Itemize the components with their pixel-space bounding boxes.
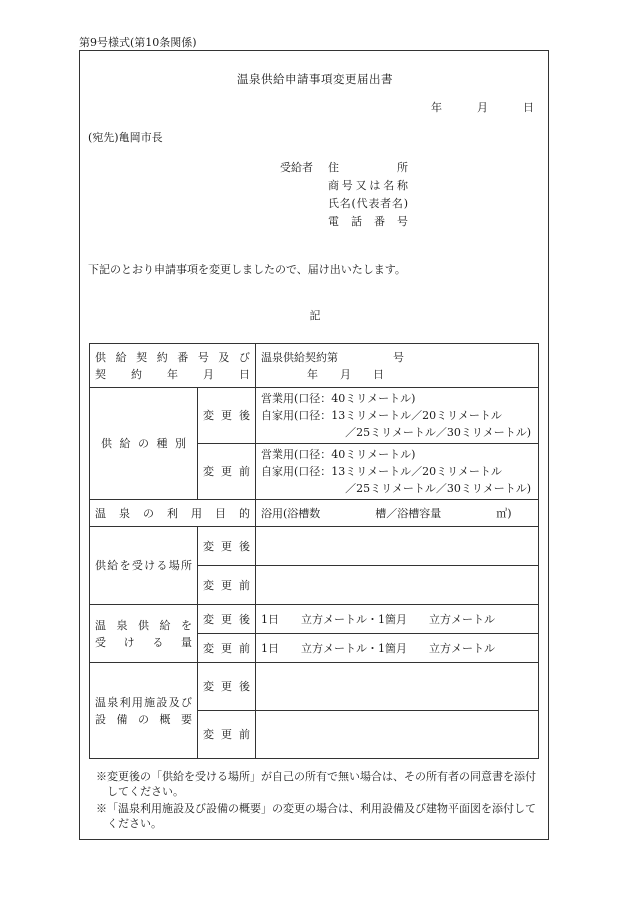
table-row bbox=[90, 388, 539, 444]
table-row bbox=[90, 500, 539, 527]
after-label-cell bbox=[198, 527, 256, 566]
place-label-cell bbox=[90, 527, 198, 605]
contract-label-line-1: 供給契約番号及び bbox=[95, 350, 250, 364]
facility-label-cell bbox=[90, 663, 198, 759]
notice-text: 下記のとおり申請事項を変更しましたので、届け出いたします。 bbox=[88, 263, 406, 276]
before-label: 変更前 bbox=[203, 641, 250, 655]
place-before-value bbox=[256, 566, 539, 605]
supply-type-label-cell bbox=[90, 388, 198, 500]
business-use-option: 営業用(口径：40ミリメートル) bbox=[261, 448, 416, 461]
contract-number-value: 温泉供給契約第 号 bbox=[261, 350, 404, 364]
supply-type-before-cell bbox=[256, 444, 539, 500]
submission-date bbox=[431, 99, 534, 115]
facility-after-value bbox=[256, 663, 539, 711]
home-use-option-1: 自家用(口径：13ミリメートル／20ミリメートル bbox=[261, 465, 502, 478]
after-label: 変更後 bbox=[203, 612, 250, 626]
before-label-cell bbox=[198, 711, 256, 759]
form-frame bbox=[79, 50, 549, 840]
contract-label-cell bbox=[90, 344, 256, 388]
facility-label-line-2: 設備の概要 bbox=[95, 712, 192, 726]
business-use-option: 営業用(口径：40ミリメートル) bbox=[261, 392, 416, 405]
before-label: 変更前 bbox=[203, 728, 250, 741]
place-after-value bbox=[256, 527, 539, 566]
home-use-option-2: ／25ミリメートル／30ミリメートル) bbox=[345, 426, 531, 439]
amount-after-value bbox=[256, 605, 539, 634]
after-label: 変更後 bbox=[203, 680, 250, 693]
facility-before-value bbox=[256, 711, 539, 759]
before-label: 変更前 bbox=[203, 465, 250, 478]
change-details-table bbox=[89, 343, 539, 759]
amount-label-line-1: 温泉供給を bbox=[95, 618, 192, 632]
document-title: 温泉供給申請事項変更届出書 bbox=[237, 72, 393, 86]
table-row bbox=[90, 527, 539, 566]
applicant-phone-label: 電 話 番 号 bbox=[328, 215, 408, 228]
contract-label-line-2: 契 約 年 月 日 bbox=[95, 367, 250, 381]
table-row bbox=[90, 663, 539, 711]
after-label-cell bbox=[198, 663, 256, 711]
purpose-label: 温泉の利用目的 bbox=[95, 506, 250, 520]
date-day: 日 bbox=[523, 101, 534, 114]
table-row bbox=[90, 605, 539, 634]
addressee: (宛先)亀岡市長 bbox=[88, 131, 163, 144]
purpose-value: 浴用(浴槽数 槽／浴槽容量 ㎥) bbox=[261, 506, 512, 520]
after-label: 変更後 bbox=[203, 409, 250, 422]
home-use-option-2: ／25ミリメートル／30ミリメートル) bbox=[345, 482, 531, 495]
amount-label-line-2: 受ける量 bbox=[95, 635, 192, 649]
contract-value-cell bbox=[256, 344, 539, 388]
facility-label-line-1: 温泉利用施設及び bbox=[95, 695, 192, 709]
note-floor-plan: ※「温泉利用施設及び設備の概要」の変更の場合は、利用設備及び建物平面図を添付してください。 bbox=[96, 802, 536, 830]
applicant-name-label: 氏名(代表者名) bbox=[328, 197, 408, 210]
date-year: 年 bbox=[431, 101, 442, 114]
after-label-cell bbox=[198, 388, 256, 444]
form-number-label: 第9号様式(第10条関係) bbox=[79, 36, 197, 49]
applicant-trade-name-label: 商号又は名称 bbox=[328, 179, 408, 192]
amount-value: 1日 立方メートル・1箇月 立方メートル bbox=[261, 641, 495, 655]
before-label-cell bbox=[198, 566, 256, 605]
applicant-address-label: 住 所 bbox=[328, 161, 408, 174]
purpose-value-cell bbox=[256, 500, 539, 527]
after-label-cell bbox=[198, 605, 256, 634]
before-label: 変更前 bbox=[203, 578, 250, 592]
supply-type-label: 供給の種別 bbox=[101, 437, 186, 450]
supply-type-after-cell bbox=[256, 388, 539, 444]
amount-before-value bbox=[256, 634, 539, 663]
home-use-option-1: 自家用(口径：13ミリメートル／20ミリメートル bbox=[261, 409, 502, 422]
amount-label-cell bbox=[90, 605, 198, 663]
place-label: 供給を受ける場所 bbox=[95, 559, 192, 572]
purpose-label-cell bbox=[90, 500, 256, 527]
date-month: 月 bbox=[477, 101, 488, 114]
contract-date-value: 年 月 日 bbox=[307, 367, 384, 381]
amount-value: 1日 立方メートル・1箇月 立方メートル bbox=[261, 612, 495, 626]
applicant-label: 受給者 bbox=[280, 161, 313, 174]
note-consent: ※変更後の「供給を受ける場所」が自己の所有で無い場合は、その所有者の同意書を添付してください。 bbox=[96, 770, 536, 798]
notes-section bbox=[96, 769, 544, 833]
table-row bbox=[90, 344, 539, 388]
ki-heading: 記 bbox=[309, 309, 321, 322]
after-label: 変更後 bbox=[203, 539, 250, 553]
before-label-cell bbox=[198, 634, 256, 663]
before-label-cell bbox=[198, 444, 256, 500]
